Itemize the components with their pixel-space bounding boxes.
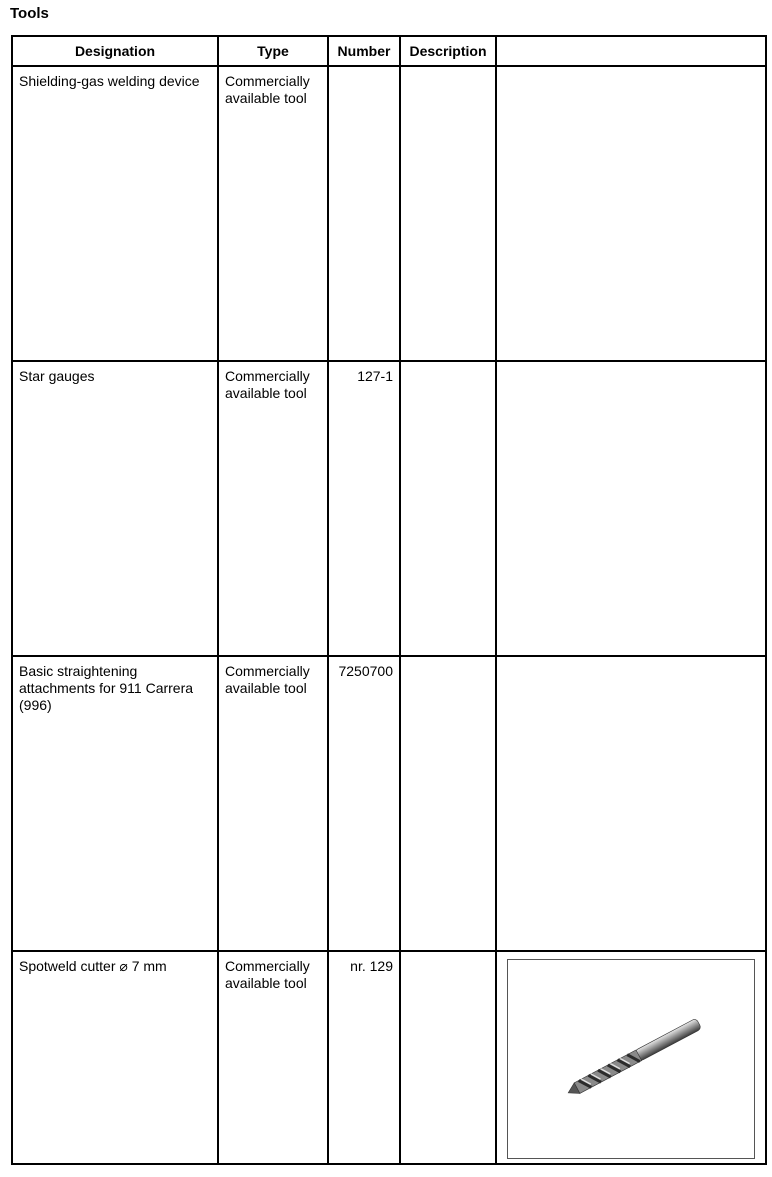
description-text [401,362,495,368]
designation-text: Basic straightening attachments for 911 Carrera (996) [19,663,194,713]
number-text: 7250700 [338,663,393,679]
cell-designation [12,951,218,1164]
cell-type [218,656,328,951]
type-text: Commercially available tool [225,958,310,991]
tool-image [507,959,755,1159]
type-text: Commercially available tool [225,73,310,106]
cell-image [496,66,766,361]
header-type: Type [218,36,328,66]
cell-image [496,361,766,656]
page-title: Tools [10,5,49,22]
table-row [12,951,766,1164]
cell-type [218,66,328,361]
cell-description [400,66,496,361]
cell-number [328,951,400,1164]
cell-designation [12,361,218,656]
number-text [329,67,399,73]
type-text: Commercially available tool [225,663,310,696]
table-row [12,66,766,361]
designation-text: Shielding-gas welding device [19,73,200,89]
cell-description [400,951,496,1164]
description-text [401,952,495,958]
designation-text: Star gauges [19,368,95,384]
number-text: nr. 129 [350,958,393,974]
cell-type [218,951,328,1164]
header-number: Number [328,36,400,66]
cell-image [496,951,766,1164]
cell-number [328,361,400,656]
table-row [12,361,766,656]
cell-image [496,656,766,951]
cell-designation [12,66,218,361]
header-image [496,36,766,66]
table-header-row [12,36,766,66]
number-text: 127-1 [357,368,393,384]
cell-designation [12,656,218,951]
description-text [401,67,495,73]
cell-type [218,361,328,656]
tools-table [11,35,767,1165]
table-row [12,656,766,951]
cell-number [328,656,400,951]
header-description: Description [400,36,496,66]
description-text [401,657,495,663]
header-designation: Designation [12,36,218,66]
type-text: Commercially available tool [225,368,310,401]
designation-text: Spotweld cutter ⌀ 7 mm [19,958,167,974]
drill-bit-icon [508,960,754,1158]
cell-description [400,656,496,951]
cell-description [400,361,496,656]
cell-number [328,66,400,361]
